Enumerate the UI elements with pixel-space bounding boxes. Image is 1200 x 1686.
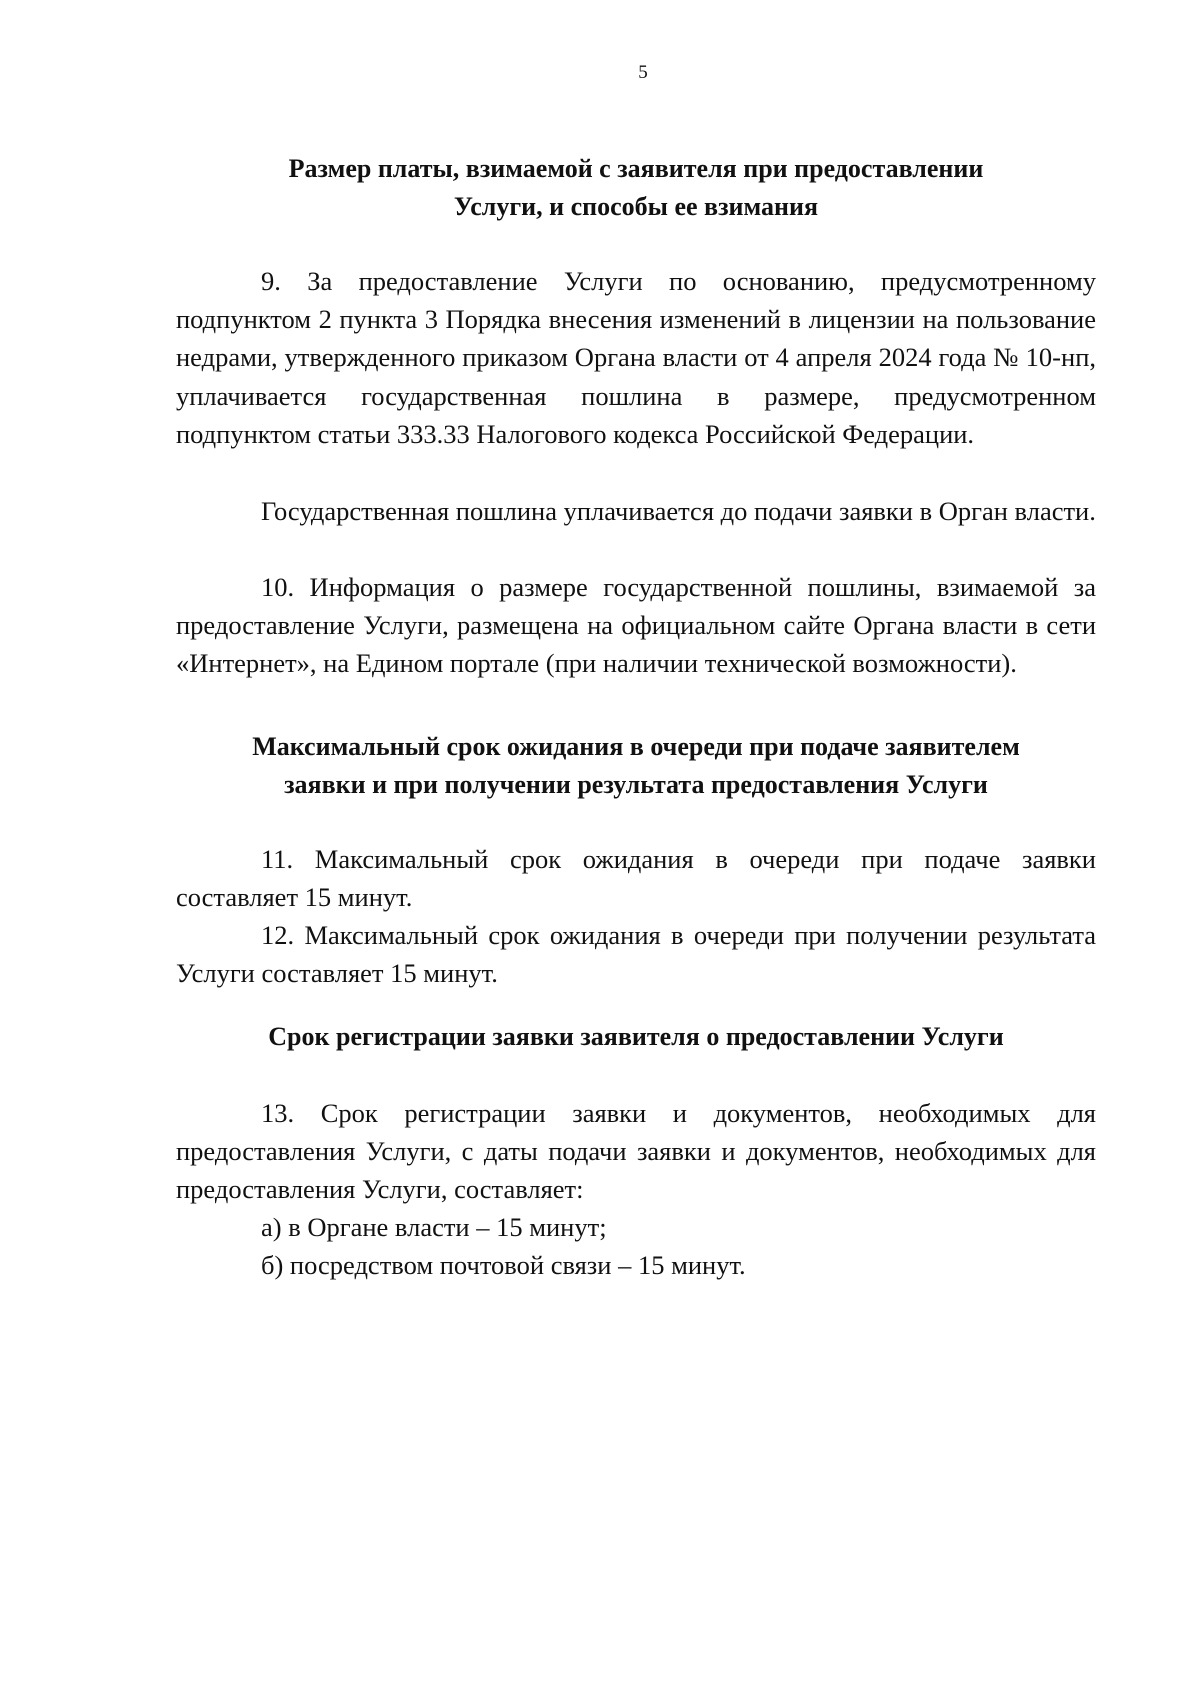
paragraph-12: 12. Максимальный срок ожидания в очереди при получении результата Услуги составляет 15 минут.	[176, 920, 1096, 989]
paragraph-13: 13. Срок регистрации заявки и документов, необходимых для предоставления Услуги, с даты подачи заявки и документов, необходимых для предоставления Услуги, составляет:	[176, 1098, 1096, 1205]
list-item-a: а) в Органе власти – 15 минут;	[261, 1212, 607, 1242]
paragraph-11: 11. Максимальный срок ожидания в очереди при подаче заявки составляет 15 минут.	[176, 844, 1096, 913]
heading-line: Максимальный срок ожидания в очереди при подаче заявителем	[252, 732, 1020, 761]
paragraph-9: 9. За предоставление Услуги по основанию, предусмотренному подпунктом 2 пункта 3 Порядка внесения изменений в лицензии на пользование недрами, утвержденного приказом Органа власти от 4 апреля 2024 года № 10-нп, уплачивается государственная пошлина в размере, предусмотренном подпунктом статьи 333.33 Налогового кодекса Российской Федерации.	[176, 266, 1096, 449]
heading-line: заявки и при получении результата предоставления Услуги	[284, 770, 988, 799]
list-item-b: б) посредством почтовой связи – 15 минут.	[261, 1250, 746, 1280]
section-heading-queue	[176, 728, 1096, 804]
heading-line: Срок регистрации заявки заявителя о предоставлении Услуги	[268, 1022, 1004, 1051]
heading-line: Услуги, и способы ее взимания	[453, 192, 819, 221]
section-heading-fee	[176, 150, 1096, 226]
heading-line: Размер платы, взимаемой с заявителя при предоставлении	[288, 154, 984, 183]
paragraph-9-continuation: Государственная пошлина уплачивается до подачи заявки в Орган власти.	[261, 496, 1096, 526]
page-number: 5	[638, 62, 648, 83]
paragraph-10: 10. Информация о размере государственной пошлины, взимаемой за предоставление Услуги, размещена на официальном сайте Органа власти в сети «Интернет», на Едином портале (при наличии технической возможности).	[176, 572, 1096, 679]
section-heading-registration	[176, 1018, 1096, 1056]
